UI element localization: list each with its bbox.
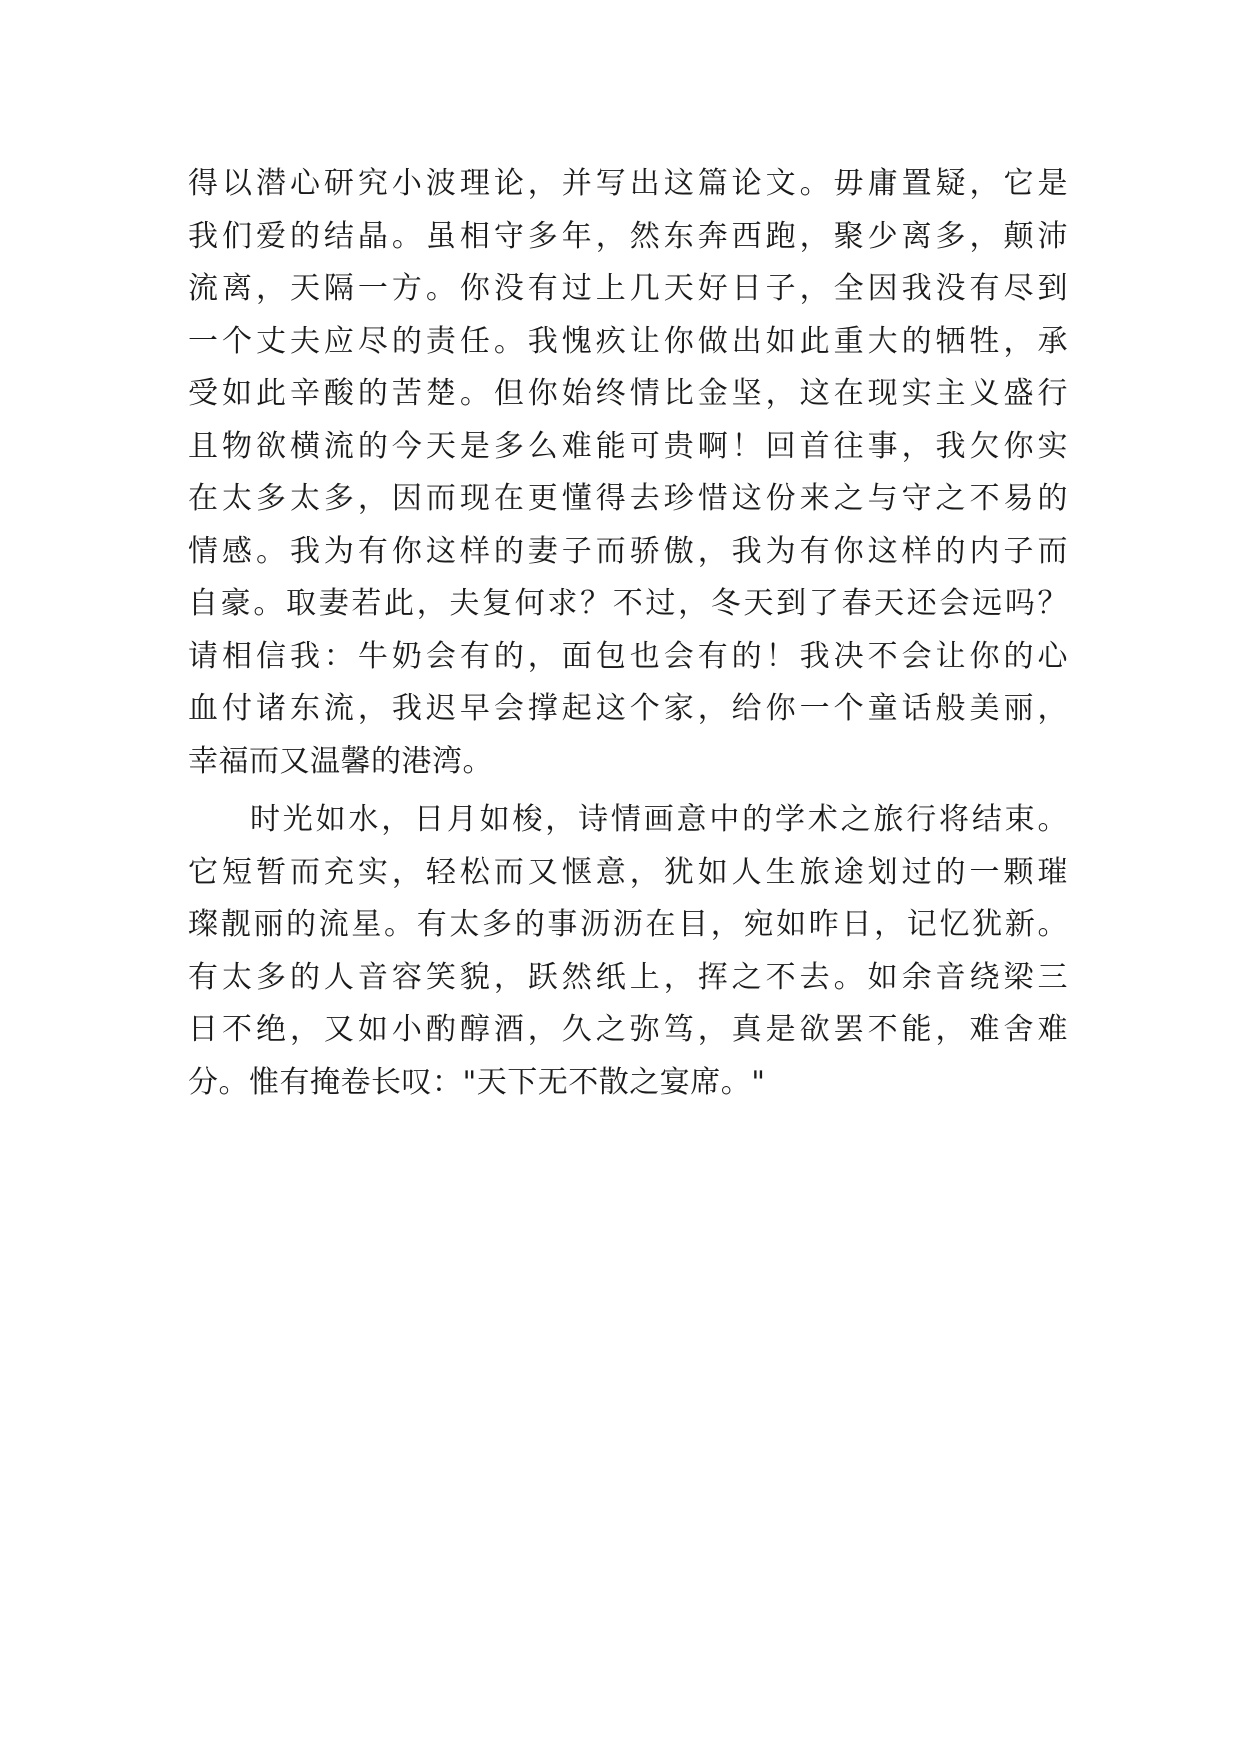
paragraph-2 <box>188 794 1068 1109</box>
text-line: 受如此辛酸的苦楚。但你始终情比金坚，这在现实主义盛行 <box>188 376 1068 411</box>
text-line: 请相信我：牛奶会有的，面包也会有的！我决不会让你的心 <box>188 638 1068 674</box>
text-line: 时光如水，日月如梭，诗情画意中的学术之旅行将结束。 <box>250 802 1068 837</box>
text-line: 得以潜心研究小波理论，并写出这篇论文。毋庸置疑，它是 <box>188 166 1068 201</box>
text-line: 它短暂而充实，轻松而又惬意，犹如人生旅途划过的一颗璀 <box>188 854 1068 890</box>
text-line: 自豪。取妻若此，夫复何求？不过，冬天到了春天还会远吗？ <box>188 586 1068 621</box>
text-line: 情感。我为有你这样的妻子而骄傲，我为有你这样的内子而 <box>188 533 1068 569</box>
text-line: 日不绝，又如小酌醇酒，久之弥笃，真是欲罢不能，难舍难 <box>188 1012 1068 1047</box>
text-line: 我们爱的结晶。虽相守多年，然东奔西跑，聚少离多，颠沛 <box>188 218 1068 254</box>
text-line: 且物欲横流的今天是多么难能可贵啊！回首往事，我欠你实 <box>188 428 1068 464</box>
text-line: 血付诸东流，我迟早会撑起这个家，给你一个童话般美丽， <box>188 691 1068 726</box>
body-text <box>188 158 1068 1109</box>
paragraph-1 <box>188 158 1068 788</box>
text-line: 一个丈夫应尽的责任。我愧疚让你做出如此重大的牺牲，承 <box>188 323 1068 359</box>
text-line: 有太多的人音容笑貌，跃然纸上，挥之不去。如余音绕梁三 <box>188 959 1068 995</box>
text-line: 幸福而又温馨的港湾。 <box>188 743 493 779</box>
text-line: 在太多太多，因而现在更懂得去珍惜这份来之与守之不易的 <box>188 481 1068 516</box>
text-line: 流离，天隔一方。你没有过上几天好日子，全因我没有尽到 <box>188 271 1068 306</box>
text-line: 分。惟有掩卷长叹："天下无不散之宴席。" <box>188 1064 766 1100</box>
text-line: 璨靓丽的流星。有太多的事沥沥在目，宛如昨日，记忆犹新。 <box>188 907 1068 942</box>
